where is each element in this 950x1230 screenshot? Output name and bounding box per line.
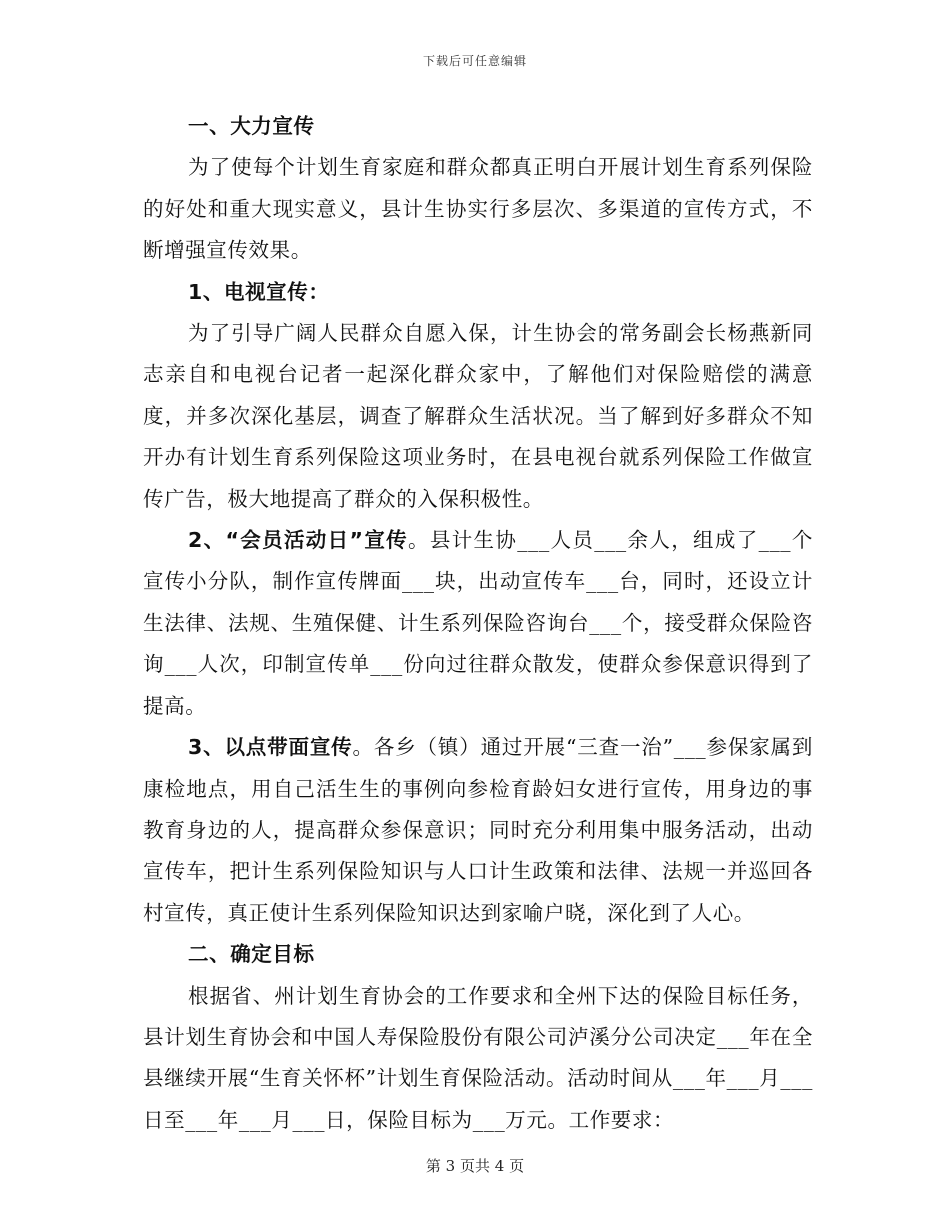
page-header: 下载后可任意编辑 <box>422 54 527 68</box>
paragraph-point-to-area <box>143 727 813 934</box>
text-member-day: 。县计生协___人员___余人，组成了___个宣传小分队，制作宣传牌面___块，出动宣传车___台，同时，还设立计生法律、法规、生殖保健、计生系列保险咨询台___个，接受群众保险咨询___人次，印制宣传单___份向过往群众散发，使群众参保意识得到了提高。 <box>143 528 813 718</box>
text-point-to-area: 。各乡（镇）通过开展“三查一治”___参保家属到康检地点，用自己活生生的事例向参检育龄妇女进行宣传，用身边的事教育身边的人，提高群众参保意识；同时充分利用集中服务活动，出动宣传车，把计生系列保险知识与人口计生政策和法律、法规一并巡回各村宣传，真正使计生系列保险知识达到家喻户晓，深化到了人心。 <box>143 735 813 925</box>
lead-member-day: 2、“会员活动日”宣传 <box>188 528 409 553</box>
section-heading-publicity: 一、大力宣传 <box>188 114 315 138</box>
paragraph-member-day <box>143 520 813 727</box>
section-heading-targets: 二、确定目标 <box>188 942 315 967</box>
page-footer: 第 3 页共 4 页 <box>425 1157 525 1175</box>
subheading-tv-publicity: 1、电视宣传： <box>188 279 330 304</box>
paragraph-targets: 根据省、州计划生育协会的工作要求和全州下达的保险目标任务，县计划生育协会和中国人寿保险股份有限公司泸溪分公司决定___年在全县继续开展“生育关怀杯”计划生育保险活动。活动时间从___年___月___日至___年___月___日，保险目标为___万元。工作要求： <box>143 983 813 1132</box>
document-body <box>143 106 813 1141</box>
paragraph-publicity-intro: 为了使每个计划生育家庭和群众都真正明白开展计划生育系列保险的好处和重大现实意义，县计生协实行多层次、多渠道的宣传方式，不断增强宣传效果。 <box>143 155 813 263</box>
lead-point-to-area: 3、以点带面宣传 <box>188 735 353 760</box>
paragraph-tv-publicity: 为了引导广阔人民群众自愿入保，计生协会的常务副会长杨燕新同志亲自和电视台记者一起深化群众家中，了解他们对保险赔偿的满意度，并多次深化基层，调查了解群众生活状况。当了解到好多群众不知开办有计划生育系列保险这项业务时，在县电视台就系列保险工作做宣传广告，极大地提高了群众的入保积极性。 <box>143 321 813 511</box>
